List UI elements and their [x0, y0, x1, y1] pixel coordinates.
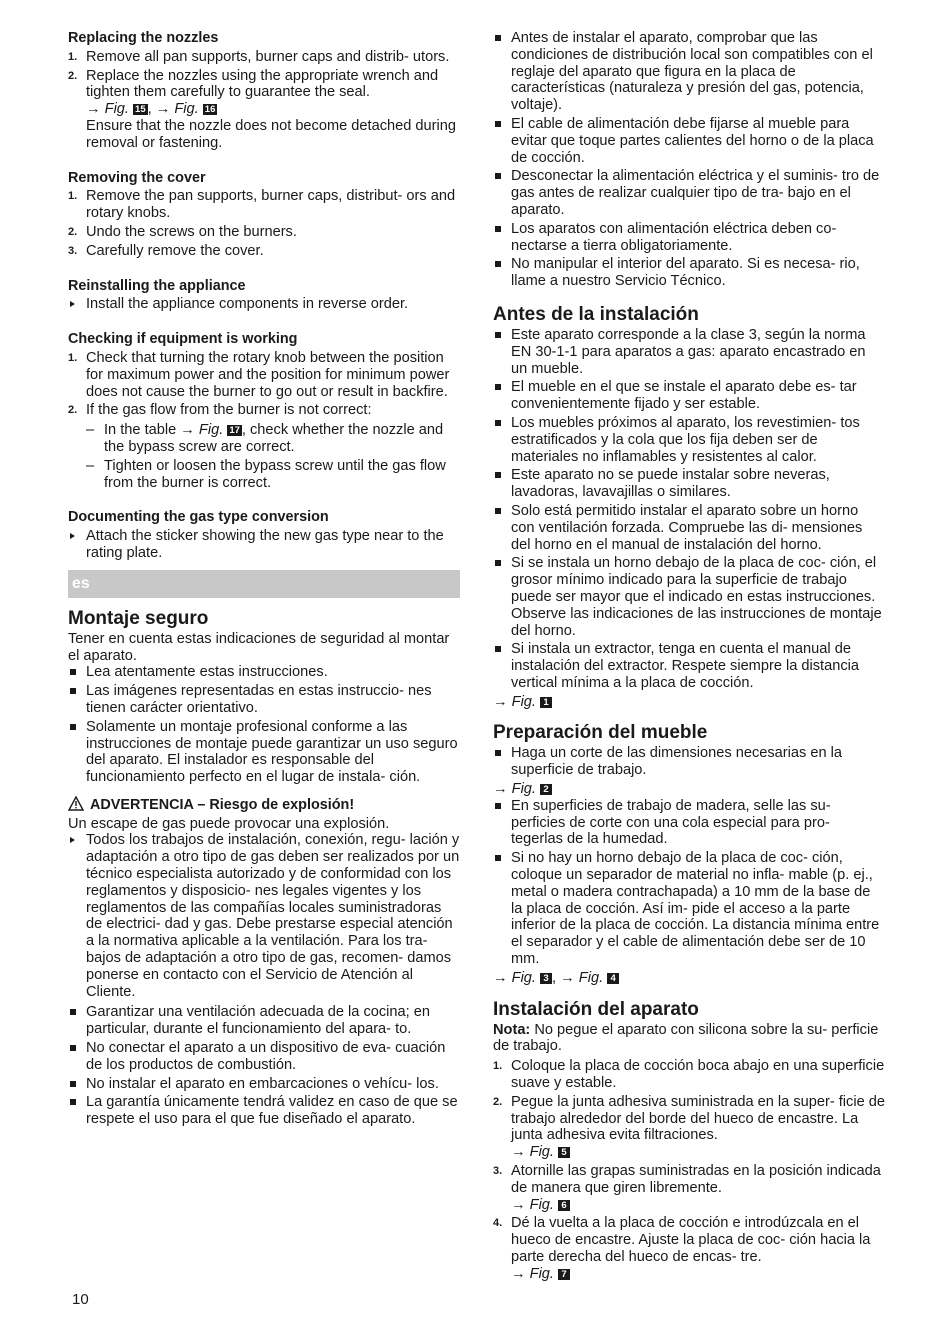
- left-column: [68, 30, 460, 1130]
- item-text: No conectar el aparato a un dispositivo de eva- cuación de los productos de combustión.: [86, 1040, 446, 1073]
- square-bullet-icon: [495, 750, 501, 756]
- triangle-bullet-icon: [70, 533, 75, 539]
- list-item: [493, 467, 885, 501]
- step-number: 1.: [493, 1060, 503, 1073]
- step-number: 2.: [68, 404, 78, 417]
- square-bullet-icon: [70, 1009, 76, 1015]
- step-number: 2.: [68, 69, 78, 82]
- section-checking-equipment: [68, 331, 460, 491]
- list-item: [68, 422, 460, 456]
- list-item: [493, 116, 885, 166]
- list-item: [493, 327, 885, 377]
- step-text: If the gas flow from the burner is not correct:: [86, 402, 372, 419]
- fig-separator: ,: [552, 969, 561, 986]
- fig-ref: → Fig.: [155, 101, 199, 118]
- warning-title: [68, 796, 460, 816]
- heading: Preparación del mueble: [493, 722, 708, 744]
- list-item: [68, 49, 460, 66]
- section-documenting-gas: [68, 509, 460, 561]
- note-label: Nota:: [493, 1021, 531, 1038]
- item-text: Este aparato corresponde a la clase 3, según la norma EN 30-1-1 para aparatos a gas: aparato encastrado en un mueble.: [511, 326, 866, 377]
- heading: Antes de la instalación: [493, 303, 699, 325]
- section-removing-cover: [68, 170, 460, 260]
- item-text: Garantizar una ventilación adecuada de la cocina; en particular, durante el funcionamiento del apara- to.: [86, 1004, 430, 1038]
- item-text: Los aparatos con alimentación eléctrica deben co- nectarse a tierra obligatoriamente.: [511, 220, 837, 254]
- item-text: Haga un corte de las dimensiones necesarias en la superficie de trabajo.: [511, 745, 842, 779]
- section-instalacion-aparato: [493, 999, 885, 1283]
- item-text: No manipular el interior del aparato. Si es necesa- rio, llame a nuestro Servicio Técnico.: [511, 256, 860, 290]
- step-number: 1.: [68, 50, 78, 63]
- fig-ref: → Fig.: [86, 101, 129, 118]
- list-item: [493, 1215, 885, 1282]
- item-text: En superficies de trabajo de madera, selle las su- perficies de corte con una cola especial para pro- tegerlas de la humedad.: [511, 797, 831, 848]
- square-bullet-icon: [495, 121, 501, 127]
- square-bullet-icon: [495, 384, 501, 390]
- list-item: [68, 224, 460, 241]
- triangle-bullet-icon: [70, 837, 75, 843]
- step-number: 2.: [493, 1095, 503, 1108]
- intro-text: Tener en cuenta estas indicaciones de seguridad al montar el aparato.: [68, 630, 450, 664]
- section-title: Checking if equipment is working: [68, 331, 298, 348]
- step-number: 4.: [493, 1217, 503, 1230]
- square-bullet-icon: [495, 332, 501, 338]
- list-item: [493, 745, 885, 779]
- note-text: [493, 1022, 885, 1056]
- fig-number: 3: [540, 973, 552, 984]
- item-text: El cable de alimentación debe fijarse al mueble para evitar que toque partes calientes del horno o de la placa de cocción.: [511, 115, 874, 166]
- list-item: [68, 683, 460, 717]
- step-text: Check that turning the rotary knob between the position for maximum power and the position for minimum power does not cause the burner to go out or result in backfire.: [86, 349, 450, 400]
- item-text: Lea atentamente estas instrucciones.: [86, 664, 328, 681]
- fig-ref: → Fig.: [511, 1265, 554, 1282]
- dash-bullet: –: [86, 422, 95, 439]
- list-item: [493, 798, 885, 848]
- square-bullet-icon: [70, 1081, 76, 1087]
- list-item: [68, 1076, 460, 1093]
- step-text: Pegue la junta adhesiva suministrada en la super- ficie de trabajo alrededor del borde del hueco de encastre. La junta adhesiva evita filtraciones.: [511, 1093, 885, 1144]
- step-text: , check whether the nozzle and the bypass screw are correct.: [104, 422, 444, 455]
- list-item: [493, 168, 885, 218]
- step-text: In the table: [104, 422, 181, 439]
- list-item: [68, 719, 460, 786]
- safety-list-continued: [493, 30, 885, 290]
- square-bullet-icon: [495, 226, 501, 232]
- item-text: Desconectar la alimentación eléctrica y el suminis- tro de gas antes de realizar cualquier tipo de tra- bajo en el aparato.: [511, 168, 880, 218]
- item-text: Todos los trabajos de instalación, conexión, regu- lación y adaptación a otro tipo de gas deben ser realizados por un técnico especialista autorizado y de conformidad con los reglamentos y disposicio- nes legales vigentes y los reglamentos de las compañías locales suministradoras de electrici- dad y gas. Debe prestarse especial atención a la normativa aplicable a la ventilación. Para los tra- bajos de adaptación a otro tipo de gas, recomen- damos ponerse en contacto con el Servicio de Atención al Cliente.: [86, 832, 460, 1000]
- fig-line: [493, 970, 885, 987]
- language-bar: es: [68, 570, 460, 598]
- step-text: Replace the nozzles using the appropriate wrench and tighten them carefully to guarantee the seal.: [86, 67, 439, 101]
- step-text: Tighten or loosen the bypass screw until the gas flow from the burner is correct.: [104, 457, 446, 491]
- step-text: Atornille las grapas suministradas en la posición indicada de manera que giren libremente.: [511, 1163, 881, 1196]
- list-item: [68, 1040, 460, 1074]
- item-text: Solamente un montaje profesional conforme a las instrucciones de montaje puede garantizar un uso seguro del aparato. El instalador es responsable del funcionamiento perfecto en el lugar de instala- ción.: [86, 718, 458, 786]
- fig-number: 7: [558, 1269, 570, 1280]
- fig-number: 1: [540, 697, 552, 708]
- fig-number: 5: [558, 1147, 570, 1158]
- square-bullet-icon: [495, 560, 501, 566]
- step-text: Attach the sticker showing the new gas type near to the rating plate.: [86, 528, 444, 561]
- item-text: Antes de instalar el aparato, comprobar que las condiciones de distribución local son compatibles con el reglaje del aparato que figura en la placa de características (naturaleza y presión del gas, potencia, voltaje).: [511, 30, 873, 114]
- list-item: [68, 350, 460, 400]
- square-bullet-icon: [495, 420, 501, 426]
- list-item: [493, 555, 885, 639]
- list-item: [493, 1058, 885, 1092]
- dash-bullet: –: [86, 457, 95, 474]
- note-body: No pegue el aparato con silicona sobre la su- perficie de trabajo.: [493, 1021, 879, 1055]
- list-item: [68, 832, 460, 1000]
- list-item: [493, 1094, 885, 1161]
- item-text: Si instala un extractor, tenga en cuenta el manual de instalación del extractor. Respete siempre la distancia vertical mínima a la placa de cocción.: [511, 641, 859, 691]
- square-bullet-icon: [495, 508, 501, 514]
- list-item: [68, 243, 460, 260]
- heading: Instalación del aparato: [493, 998, 699, 1020]
- section-preparacion-mueble: [493, 722, 885, 986]
- list-item: [68, 1004, 460, 1038]
- step-text: Carefully remove the cover.: [86, 242, 264, 259]
- fig-ref: → Fig.: [511, 1144, 554, 1161]
- step-number: 1.: [68, 351, 78, 364]
- section-title: Documenting the gas type conversion: [68, 509, 329, 526]
- list-item: [68, 402, 460, 419]
- step-text: Coloque la placa de cocción boca abajo en una superficie suave y estable.: [511, 1058, 885, 1092]
- list-item: [493, 30, 885, 114]
- fig-number: 4: [607, 973, 619, 984]
- square-bullet-icon: [70, 669, 76, 675]
- fig-ref: → Fig.: [493, 693, 536, 710]
- list-item: [493, 221, 885, 255]
- item-text: La garantía únicamente tendrá validez en caso de que se respete el uso para el que fue diseñado el aparato.: [86, 1094, 458, 1128]
- fig-ref: → Fig.: [493, 969, 536, 986]
- step-text: Install the appliance components in reverse order.: [86, 296, 409, 313]
- section-antes-instalacion: [493, 304, 885, 711]
- fig-number: 2: [540, 784, 552, 795]
- fig-ref: → Fig.: [493, 781, 536, 798]
- page-number: 10: [72, 1291, 89, 1308]
- step-text: Remove all pan supports, burner caps and distrib- utors.: [86, 48, 450, 65]
- list-item: [68, 458, 460, 492]
- fig-line: [493, 694, 885, 711]
- right-column: [493, 30, 885, 1285]
- item-text: Las imágenes representadas en estas instruccio- nes tienen carácter orientativo.: [86, 683, 432, 716]
- list-item: [493, 256, 885, 290]
- step-text: Dé la vuelta a la placa de cocción e introdúzcala en el hueco de encastre. Ajuste la placa de coc- ción hacia la parte derecha del hueco de encas- tre.: [511, 1215, 871, 1265]
- square-bullet-icon: [495, 472, 501, 478]
- list-item: [493, 503, 885, 553]
- square-bullet-icon: [495, 261, 501, 267]
- list-item: [68, 296, 460, 313]
- section-title: Removing the cover: [68, 169, 206, 186]
- fig-line: [493, 781, 885, 798]
- square-bullet-icon: [495, 173, 501, 179]
- item-text: Este aparato no se puede instalar sobre neveras, lavadoras, lavavajillas o similares.: [511, 467, 830, 501]
- fig-ref: → Fig.: [511, 1196, 554, 1213]
- step-number: 3.: [68, 244, 78, 257]
- warning-text: Un escape de gas puede provocar una explosión.: [68, 815, 390, 832]
- fig-number: 15: [135, 104, 146, 116]
- warning-title-text: ADVERTENCIA – Riesgo de explosión!: [90, 796, 355, 813]
- warning-triangle-icon: [68, 796, 84, 816]
- square-bullet-icon: [70, 1099, 76, 1105]
- square-bullet-icon: [495, 855, 501, 861]
- item-text: El mueble en el que se instale el aparato debe es- tar convenientemente fijado y ser estable.: [511, 379, 857, 413]
- warning-block: [68, 796, 460, 1128]
- item-text: Si se instala un horno debajo de la placa de coc- ción, el grosor mínimo indicado para la superficie de trabajo puede ser mayor que el indicado en estas instrucciones. Observe las indicaciones de las instrucciones de montaje del horno.: [511, 555, 882, 639]
- item-text: Si no hay un horno debajo de la placa de coc- ción, coloque un separador de material no infla- mable (p. ej., metal o madera contrachapada) a 10 mm de la base de la placa de cocción. Así im- pide el acceso a la parte inferior de la placa de cocción. La distancia mínima entre el separador y el cable de alimentación debe ser de 10 mm.: [511, 850, 880, 968]
- square-bullet-icon: [495, 803, 501, 809]
- step-number: 2.: [68, 225, 78, 238]
- list-item: [493, 850, 885, 968]
- square-bullet-icon: [495, 35, 501, 41]
- step-note: Ensure that the nozzle does not become detached during removal or fastening.: [86, 117, 456, 151]
- item-text: Los muebles próximos al aparato, los revestimien- tos estratificados y la cola que los fija deben ser de materiales no inflamables y resistentes al calor.: [511, 414, 860, 465]
- fig-separator: ,: [147, 101, 156, 118]
- step-text: Undo the screws on the burners.: [86, 223, 297, 240]
- square-bullet-icon: [70, 688, 76, 694]
- list-item: [493, 1163, 885, 1213]
- fig-ref: → Fig.: [560, 969, 604, 986]
- item-text: Solo está permitido instalar el aparato sobre un horno con ventilación forzada. Compruebe las di- mensiones del horno en el manual de instalación del horno.: [511, 502, 863, 553]
- fig-number: 6: [558, 1200, 570, 1211]
- list-item: [68, 1094, 460, 1128]
- item-text: No instalar el aparato en embarcaciones o vehícu- los.: [86, 1075, 439, 1092]
- step-text: Remove the pan supports, burner caps, distribut- ors and rotary knobs.: [86, 188, 456, 222]
- list-item: [493, 641, 885, 691]
- section-title: Reinstalling the appliance: [68, 277, 246, 294]
- list-item: [68, 68, 460, 152]
- list-item: [68, 664, 460, 681]
- list-item: [68, 188, 460, 222]
- square-bullet-icon: [70, 724, 76, 730]
- section-reinstalling: [68, 278, 460, 314]
- list-item: [493, 415, 885, 465]
- step-number: 1.: [68, 190, 78, 203]
- list-item: [68, 528, 460, 562]
- square-bullet-icon: [70, 1045, 76, 1051]
- square-bullet-icon: [495, 646, 501, 652]
- fig-number: 17: [229, 425, 240, 437]
- heading: Montaje seguro: [68, 607, 209, 629]
- section-replacing-nozzles: [68, 30, 460, 152]
- triangle-bullet-icon: [70, 301, 75, 307]
- section-title: Replacing the nozzles: [68, 30, 219, 46]
- fig-ref: → Fig.: [180, 422, 224, 439]
- fig-number: 16: [204, 104, 216, 116]
- list-item: [493, 379, 885, 413]
- step-number: 3.: [493, 1165, 503, 1178]
- section-montaje-seguro: [68, 608, 460, 786]
